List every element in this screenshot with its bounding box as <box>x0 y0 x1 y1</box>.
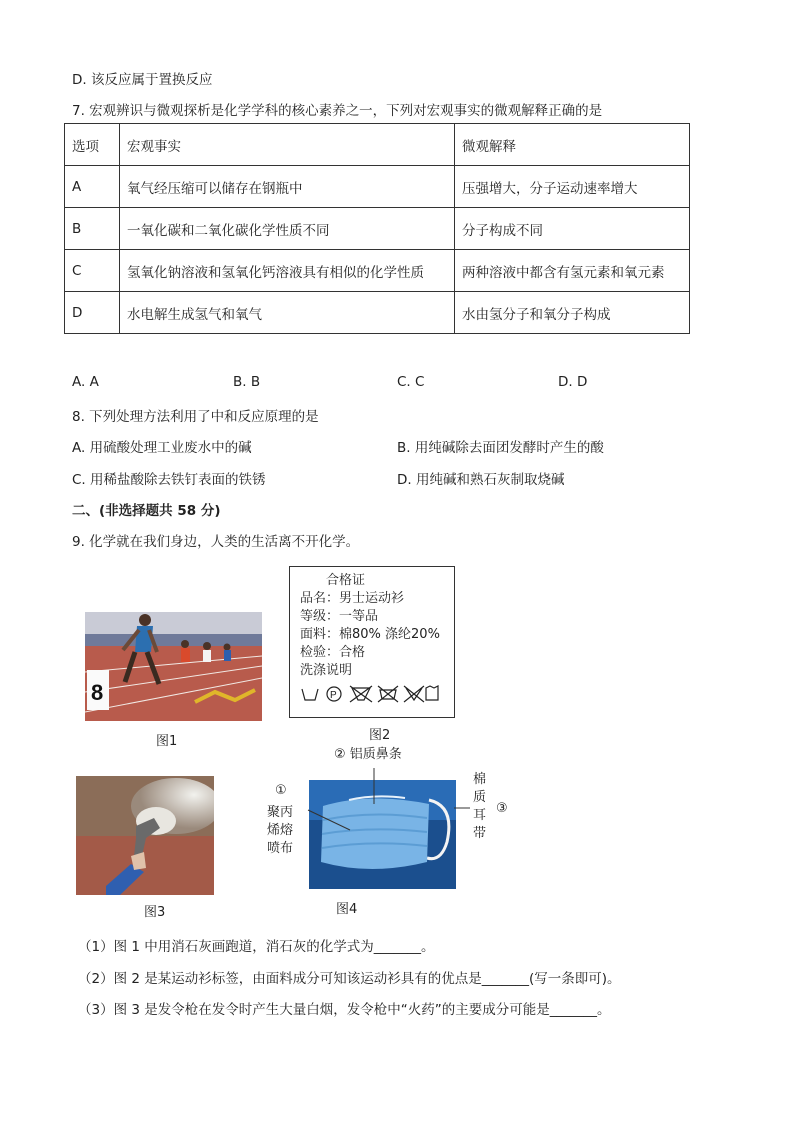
figure-caption: 图1 <box>156 734 178 749</box>
q9-sub3: （3）图 3 是发令枪在发令时产生大量白烟，发令枪中“火药”的主要成分可能是_______。 <box>78 1002 611 1018</box>
svg-text:P: P <box>330 690 337 701</box>
laundry-care-icons <box>300 682 440 704</box>
certificate-title: 合格证 <box>326 573 366 588</box>
q8-option-b: B. 用纯碱除去面团发酵时产生的酸 <box>397 440 604 456</box>
label-text: 耳 <box>473 808 487 823</box>
q7-option-a: A. A <box>72 374 99 390</box>
certificate-line: 品名：男士运动衫 <box>300 591 405 606</box>
no-tumble-icon <box>404 686 424 702</box>
q8-option-a: A. 用硫酸处理工业废水中的碱 <box>72 440 252 456</box>
q7-option-d: D. D <box>558 374 588 390</box>
table-cell: 一氧化碳和二氧化碳化学性质不同 <box>120 208 455 250</box>
table-cell: B <box>65 208 120 250</box>
starting-pistol-photo <box>76 776 214 895</box>
certificate-label <box>289 566 455 718</box>
table-cell: 压强增大，分子运动速率增大 <box>455 166 690 208</box>
table-cell: 两种溶液中都含有氢元素和氧元素 <box>455 250 690 292</box>
q9-sub2: （2）图 2 是某运动衫标签，由面料成分可知该运动衫具有的优点是_______(写一条即可)。 <box>78 971 621 987</box>
q9-stem: 9. 化学就在我们身边，人类的生活离不开化学。 <box>72 534 360 550</box>
table-cell: 水电解生成氢气和氧气 <box>120 292 455 334</box>
label-text: 质 <box>473 790 487 805</box>
table-cell: 氢氧化钠溶液和氢氧化钙溶液具有相似的化学性质 <box>120 250 455 292</box>
no-iron-icon <box>378 686 398 702</box>
shirt-icon <box>426 686 438 700</box>
table-header-row <box>65 124 690 166</box>
lane-number: 8 <box>91 680 104 705</box>
q7-option-b: B. B <box>233 374 261 390</box>
label-text: 烯熔 <box>267 823 294 838</box>
figure-caption: 图3 <box>144 905 166 920</box>
certificate-line: 等级：一等品 <box>300 609 379 624</box>
q8-option-d: D. 用纯碱和熟石灰制取烧碱 <box>397 472 565 488</box>
label-text: 带 <box>473 826 487 841</box>
table-row <box>65 250 690 292</box>
q9-sub1: （1）图 1 中用消石灰画跑道，消石灰的化学式为_______。 <box>78 939 435 955</box>
table-cell: C <box>65 250 120 292</box>
mask-label-1-number: ① <box>275 783 287 798</box>
figure-caption: 图2 <box>369 728 391 743</box>
table-cell: 水由氢分子和氧分子构成 <box>455 292 690 334</box>
q8-stem: 8. 下列处理方法利用了中和反应原理的是 <box>72 409 319 425</box>
mask-callout-lines <box>290 760 500 840</box>
q6-option-d: D. 该反应属于置换反应 <box>72 72 213 88</box>
section-heading: 二、(非选择题共 58 分) <box>72 503 221 519</box>
table-cell: A <box>65 166 120 208</box>
certificate-line: 面料：棉80% 涤纶20% <box>300 627 440 642</box>
certificate-line: 洗涤说明 <box>300 663 353 678</box>
table-row <box>65 208 690 250</box>
mask-label-nose-strip: ② 铝质鼻条 <box>334 747 402 762</box>
q8-option-c: C. 用稀盐酸除去铁钉表面的铁锈 <box>72 472 266 488</box>
table-header: 微观解释 <box>455 124 690 166</box>
table-header: 选项 <box>65 124 120 166</box>
no-bleach-icon <box>350 686 372 702</box>
table-row <box>65 292 690 334</box>
table-cell: 氧气经压缩可以储存在钢瓶中 <box>120 166 455 208</box>
table-header: 宏观事实 <box>120 124 455 166</box>
figure-caption: 图4 <box>336 902 358 917</box>
table-row <box>65 166 690 208</box>
certificate-line: 检验：合格 <box>300 645 366 660</box>
track-photo <box>85 612 262 721</box>
mask-label-3-number: ③ <box>496 801 508 816</box>
label-text: 棉 <box>473 772 487 787</box>
q7-stem: 7. 宏观辨识与微观探析是化学学科的核心素养之一，下列对宏观事实的微观解释正确的是 <box>72 103 603 119</box>
label-text: 喷布 <box>267 841 294 856</box>
hand-wash-icon <box>302 689 318 700</box>
table-cell: 分子构成不同 <box>455 208 690 250</box>
table-cell: D <box>65 292 120 334</box>
label-text: 聚丙 <box>267 805 294 820</box>
q7-table <box>64 123 690 334</box>
q7-option-c: C. C <box>397 374 425 390</box>
